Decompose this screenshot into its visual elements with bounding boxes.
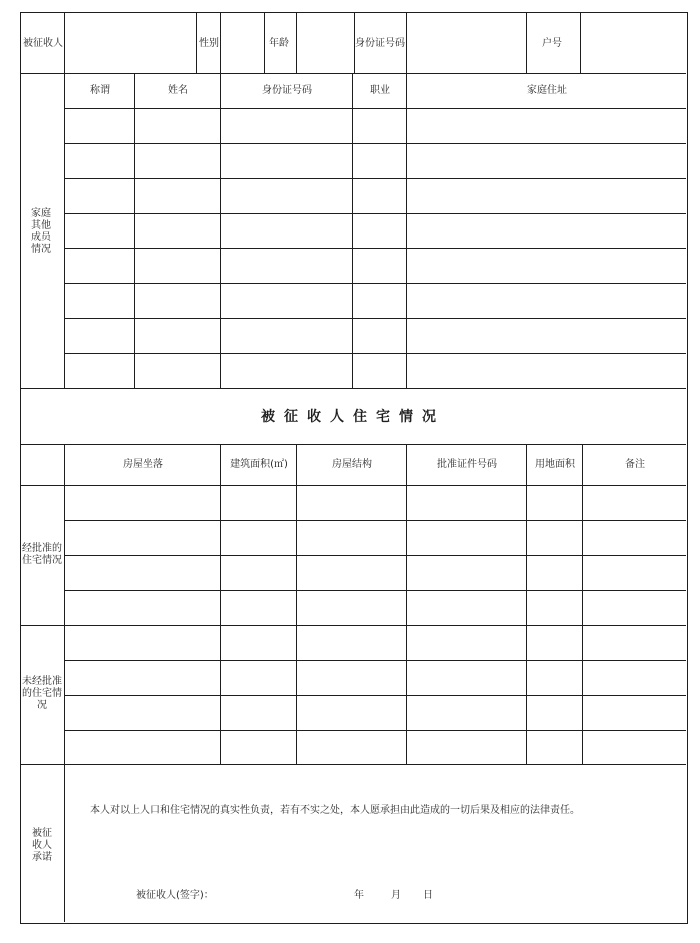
- year-label: 年: [354, 890, 364, 901]
- family-divider: [220, 73, 221, 388]
- family-col-address: 家庭住址: [527, 85, 567, 96]
- family-section-label: 家庭其他成员情况: [31, 208, 51, 255]
- header-divider: [196, 12, 197, 73]
- month-label: 月: [391, 890, 401, 901]
- family-col-id-number: 身份证号码: [262, 85, 312, 96]
- housing-col-structure: 房屋结构: [332, 459, 372, 470]
- id-number-field[interactable]: [408, 14, 524, 71]
- family-divider: [352, 73, 353, 388]
- header-divider: [64, 12, 65, 73]
- applicant-name-field[interactable]: [66, 14, 194, 71]
- family-row-line: [64, 318, 686, 319]
- housing-divider: [220, 444, 221, 764]
- housing-col-location: 房屋坐落: [123, 459, 163, 470]
- housing-divider: [526, 444, 527, 764]
- housing-title: 被征收人住宅情况: [261, 409, 445, 425]
- applicant-label: 被征收人: [23, 38, 63, 49]
- housing-divider: [406, 444, 407, 764]
- family-bottom-line: [20, 388, 686, 389]
- header-divider: [220, 12, 221, 73]
- signature-label: 被征收人(签字)：: [136, 890, 214, 901]
- family-row-line: [64, 108, 686, 109]
- housing-row-line: [64, 695, 686, 696]
- housing-group-line: [20, 625, 686, 626]
- gender-field[interactable]: [222, 14, 262, 71]
- header-divider: [264, 12, 265, 73]
- housing-divider: [582, 444, 583, 764]
- family-col-title: 称谓: [90, 85, 110, 96]
- unapproved-housing-label: 未经批准的住宅情况: [22, 676, 62, 711]
- housing-row-line: [64, 730, 686, 731]
- family-col-name: 姓名: [168, 85, 188, 96]
- age-field[interactable]: [298, 14, 352, 71]
- family-row-line: [64, 353, 686, 354]
- housing-col-floor-area: 建筑面积(㎡): [230, 459, 288, 470]
- header-divider: [580, 12, 581, 73]
- approved-housing-label: 经批准的住宅情况: [22, 543, 62, 566]
- housing-row-line: [64, 555, 686, 556]
- housing-row-line: [64, 590, 686, 591]
- housing-row-line: [64, 520, 686, 521]
- housing-divider: [296, 444, 297, 764]
- header-divider: [526, 12, 527, 73]
- signature-field[interactable]: [218, 882, 342, 906]
- header-divider: [406, 12, 407, 73]
- housing-bottom-line: [20, 764, 686, 765]
- commitment-statement: 本人对以上人口和住宅情况的真实性负责，若有不实之处，本人愿承担由此造成的一切后果及相应的法律责任。: [90, 805, 580, 816]
- family-row-line: [64, 213, 686, 214]
- household-number-label: 户号: [542, 38, 562, 49]
- family-divider: [406, 73, 407, 388]
- housing-col-remarks: 备注: [625, 459, 645, 470]
- commitment-divider: [64, 764, 65, 922]
- expropriation-form: [20, 12, 688, 924]
- housing-header-line: [20, 485, 686, 486]
- housing-row-line: [64, 660, 686, 661]
- family-row-line: [64, 178, 686, 179]
- header-divider: [296, 12, 297, 73]
- family-row-line: [64, 143, 686, 144]
- gender-label: 性别: [199, 38, 219, 49]
- family-row-line: [64, 248, 686, 249]
- day-label: 日: [423, 890, 433, 901]
- household-number-field[interactable]: [582, 14, 684, 71]
- id-number-label: 身份证号码: [355, 38, 405, 49]
- family-divider: [134, 73, 135, 388]
- age-label: 年龄: [269, 38, 289, 49]
- family-col-occupation: 职业: [370, 85, 390, 96]
- family-row-line: [64, 283, 686, 284]
- housing-title-bottom-line: [20, 444, 686, 445]
- housing-col-land-area: 用地面积: [535, 459, 575, 470]
- housing-divider: [64, 444, 65, 764]
- family-divider: [64, 73, 65, 388]
- commitment-label: 被征收人承诺: [32, 828, 52, 863]
- housing-col-permit-number: 批准证件号码: [437, 459, 497, 470]
